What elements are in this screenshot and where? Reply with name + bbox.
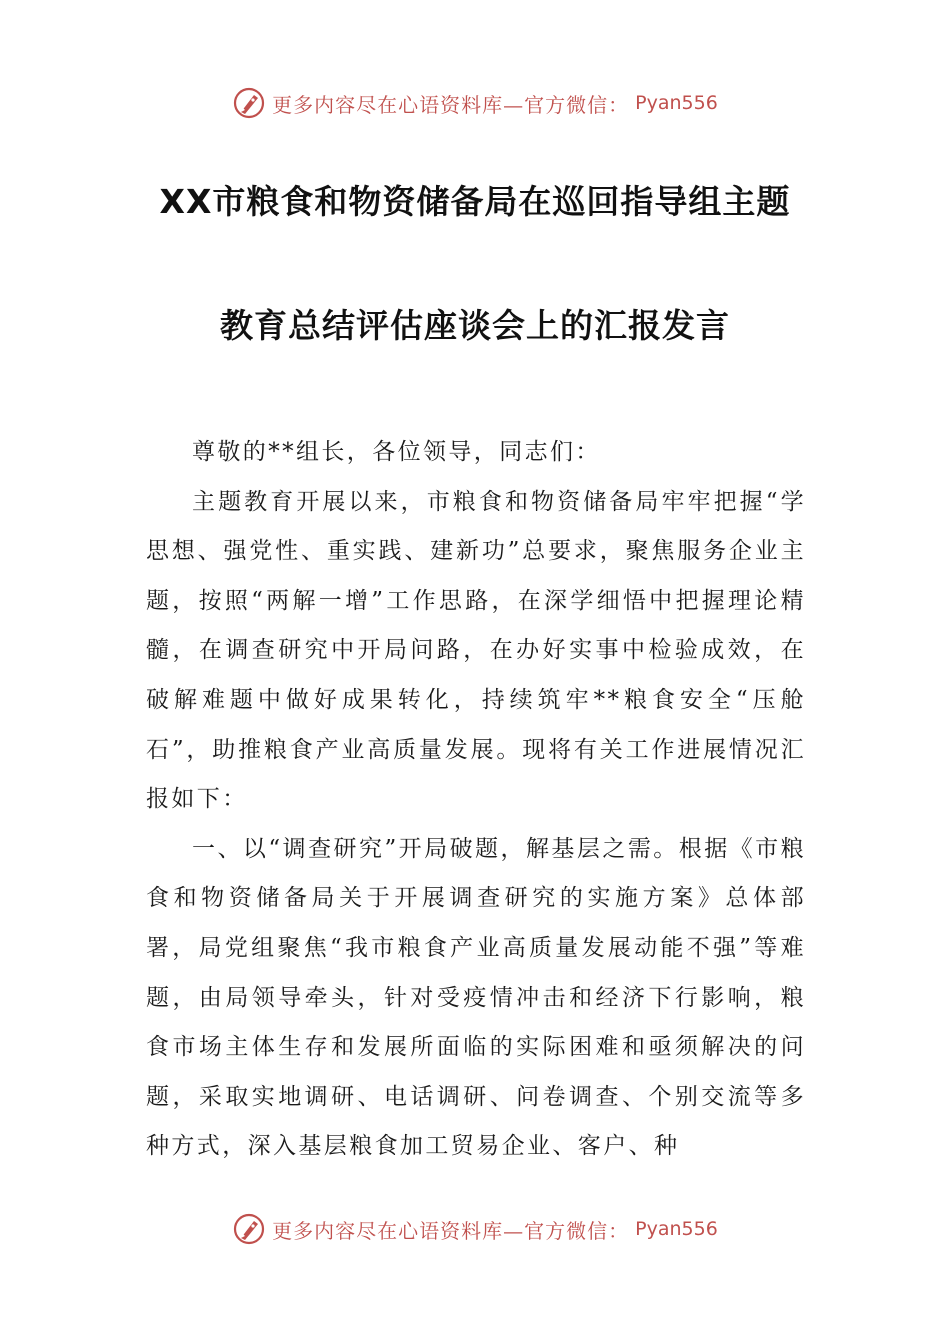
salutation: 尊敬的**组长，各位领导，同志们：: [192, 439, 601, 465]
watermark-text: 更多内容尽在心语资料库—官方微信：: [272, 92, 630, 117]
pen-nib-circle-icon: [232, 1212, 266, 1246]
watermark-wechat-id: Pyan556: [635, 1218, 718, 1240]
pen-nib-circle-icon: [232, 86, 266, 120]
paragraph: 一、以“调查研究”开局破题，解基层之需。根据《市粮食和物资储备局关于开展调查研究的实施方案》总体部署，局党组聚焦“我市粮食产业高质量发展动能不强”等难题，由局领导牵头，针对受疫情冲击和经济下行影响，粮食市场主体生存和发展所面临的实际困难和亟须解决的问题，采取实地调研、电话调研、问卷调查、个别交流等多种方式，深入基层粮食加工贸易企业、客户、种: [146, 835, 806, 1160]
watermark-wechat-id: Pyan556: [635, 92, 718, 114]
footer-watermark: [0, 1212, 950, 1246]
document-title-line-1: XX市粮食和物资储备局在巡回指导组主题: [159, 182, 791, 221]
watermark-text: 更多内容尽在心语资料库—官方微信：: [272, 1218, 630, 1243]
paragraph: 主题教育开展以来，市粮食和物资储备局牢牢把握“学思想、强党性、重实践、建新功”总要求，聚焦服务企业主题，按照“两解一增”工作思路，在深学细悟中把握理论精髓，在调查研究中开局问路，在办好实事中检验成效，在破解难题中做好成果转化，持续筑牢**粮食安全“压舱石”，助推粮食产业高质量发展。现将有关工作进展情况汇报如下：: [146, 488, 806, 813]
document-body: [146, 428, 806, 1172]
document-title-line-2: 教育总结评估座谈会上的汇报发言: [220, 306, 730, 345]
header-watermark: [0, 86, 950, 120]
